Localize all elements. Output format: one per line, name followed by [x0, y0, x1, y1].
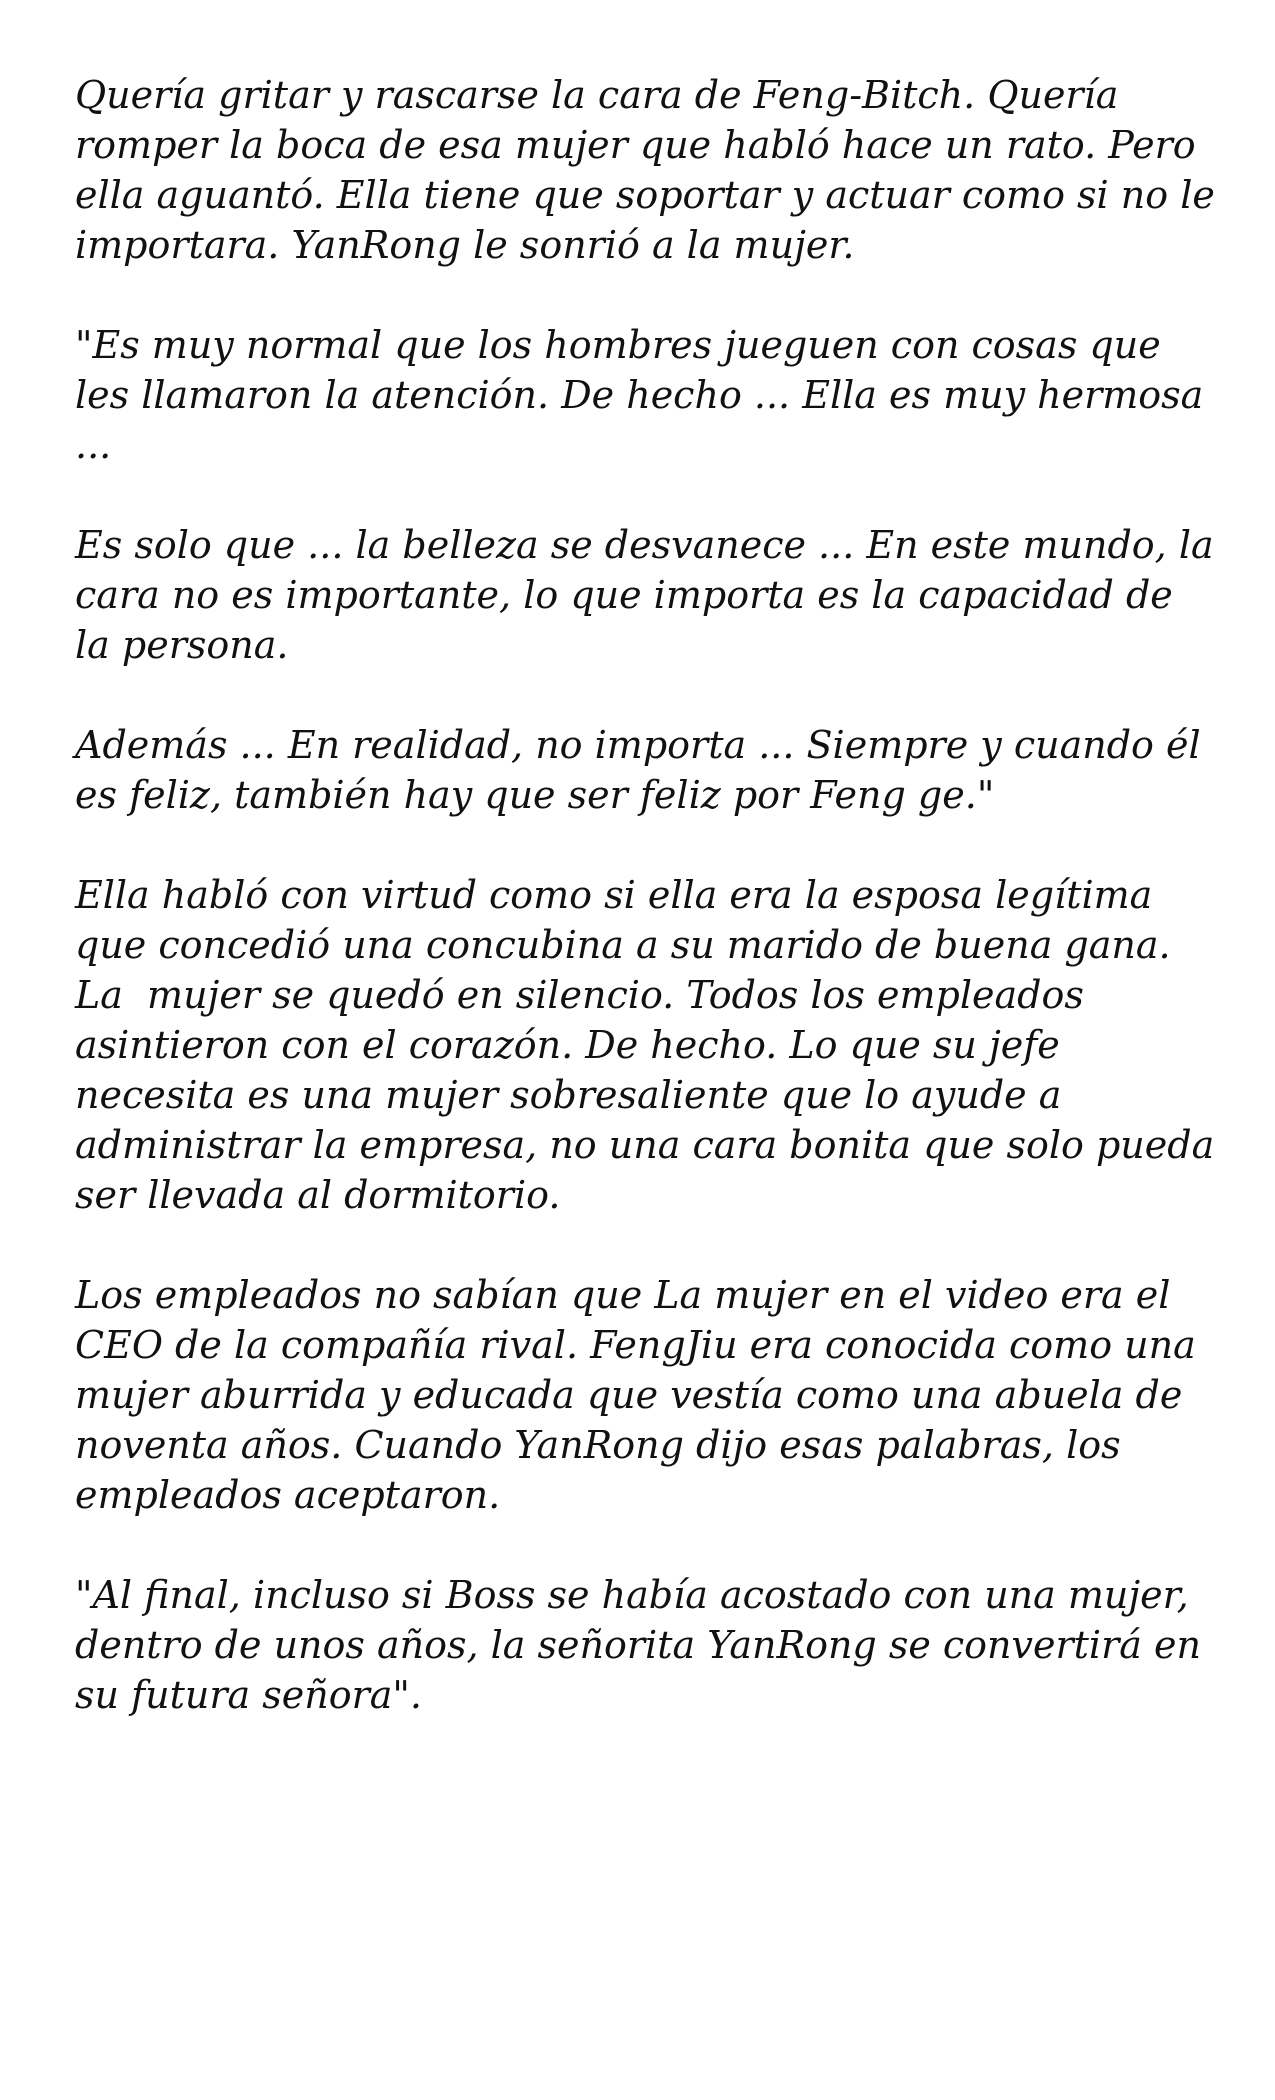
paragraph-3: Es solo que ... la belleza se desvanece ... En este mundo, la cara no es importante, lo que importa es la capacidad de la persona.: [75, 523, 1226, 667]
paragraph-4: Además ... En realidad, no importa ... Siempre y cuando él es feliz, también hay que ser feliz por Feng ge.": [75, 723, 1213, 817]
paragraph-2: "Es muy normal que los hombres jueguen con cosas que les llamaron la atención. De hecho ... Ella es muy hermosa ...: [75, 323, 1216, 467]
paragraph-1: Quería gritar y rascarse la cara de Feng-Bitch. Quería romper la boca de esa mujer que habló hace un rato. Pero ella aguantó. Ella tiene que soportar y actuar como si no le importara. YanRong le sonrió a la mujer.: [75, 73, 1227, 267]
document-page: [75, 70, 1227, 1770]
paragraph-6: Los empleados no sabían que La mujer en el video era el CEO de la compañía rival. FengJiu era conocida como una mujer aburrida y educada que vestía como una abuela de noventa años. Cuando YanRong dijo esas palabras, los empleados aceptaron.: [75, 1273, 1208, 1517]
paragraph-5: Ella habló con virtud como si ella era la esposa legítima que concedió una concubina a su marido de buena gana. La mujer se quedó en silencio. Todos los empleados asintieron con el corazón. De hecho. Lo que su jefe necesita es una mujer sobresaliente que lo ayude a administrar la empresa, no una cara bonita que solo pueda ser llevada al dormitorio.: [75, 873, 1227, 1217]
paragraph-7: "Al final, incluso si Boss se había acostado con una mujer, dentro de unos años, la señorita YanRong se convertirá en su futura señora".: [75, 1573, 1214, 1717]
